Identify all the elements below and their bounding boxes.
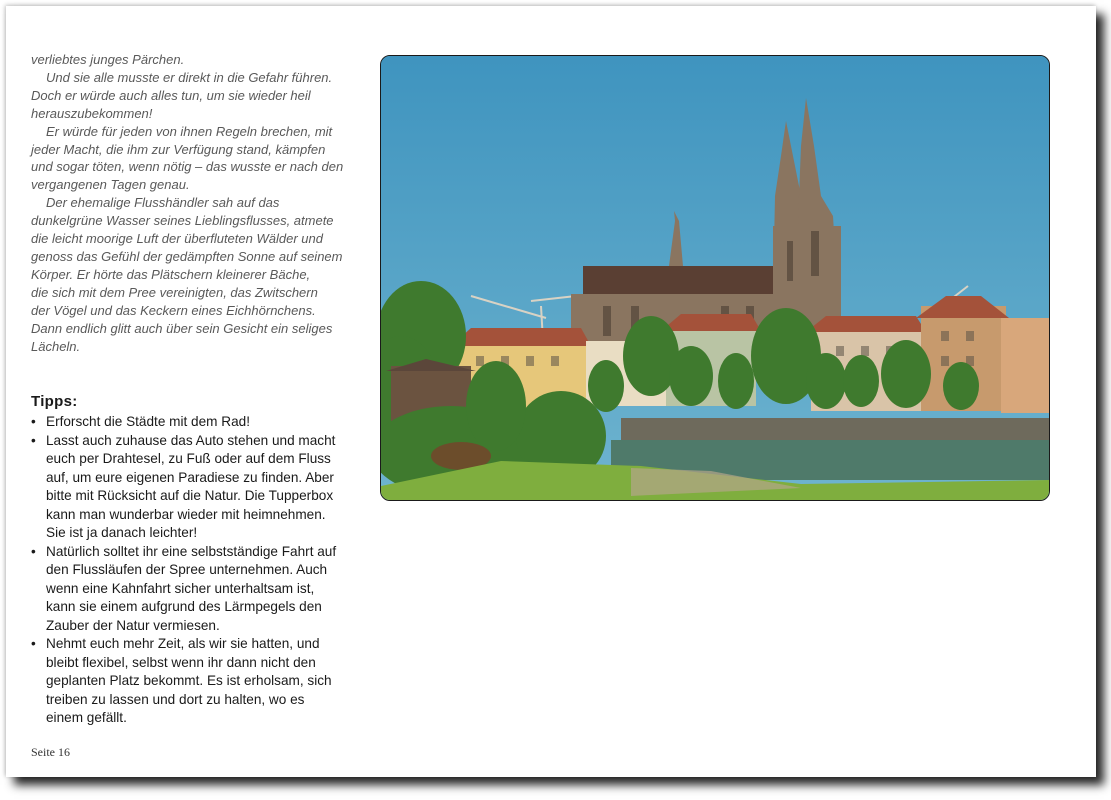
tip-line: Natürlich solltet ihr eine selbstständige Fahrt auf — [46, 543, 337, 559]
story-line: jeder Macht, die ihm zur Verfügung stand, kämpfen — [31, 141, 326, 157]
book-page — [6, 6, 1096, 777]
tips-heading: Tipps: — [31, 393, 78, 410]
bullet-icon: • — [31, 543, 36, 559]
story-line: Dann endlich glitt auch über sein Gesicht ein seliges — [31, 320, 333, 336]
story-line: der Vögel und das Keckern eines Eichhörnchens. — [31, 302, 316, 318]
tip-item — [31, 432, 361, 543]
tip-line: euch per Drahtesel, zu Fuß oder auf dem Fluss — [46, 451, 331, 466]
page-number: Seite 16 — [31, 745, 70, 759]
tip-line: Lasst auch zuhause das Auto stehen und macht — [46, 432, 336, 448]
story-line: dunkelgrüne Wasser seines Lieblingsflusses, atmete — [31, 213, 334, 229]
tip-line: bleibt flexibel, selbst wenn ihr dann nicht den — [46, 654, 316, 670]
story-line: herauszubekommen! — [31, 105, 153, 121]
story-line: Körper. Er hörte das Plätschern kleinerer Bäche, — [31, 266, 311, 282]
story-line: die sich mit dem Pree vereinigten, das Zwitschern — [31, 284, 318, 300]
story-text — [31, 51, 371, 355]
story-line: Der ehemalige Flusshändler sah auf das — [46, 195, 280, 211]
tip-line: bitte mit Rücksicht auf die Natur. Die Tupperbox — [46, 488, 334, 503]
tip-line: Sie ist ja danach leichter! — [46, 525, 198, 540]
tip-line: Zauber der Natur vermiesen. — [46, 617, 220, 633]
tip-line: Erforscht die Städte mit dem Rad! — [46, 414, 250, 429]
tip-item — [31, 543, 361, 636]
tip-line: auf, um eure eigenen Paradiese zu finden. Aber — [46, 469, 334, 485]
embankment — [621, 418, 1049, 440]
tip-line: einem gefällt. — [46, 710, 127, 725]
cathedral-photo — [380, 55, 1050, 501]
tip-item — [31, 413, 361, 432]
bullet-icon: • — [31, 414, 36, 429]
cathedral-roof — [583, 266, 788, 296]
tip-line: den Flussläufen der Spree unternehmen. Auch — [46, 562, 328, 577]
story-line: verliebtes junges Pärchen. — [31, 52, 185, 67]
story-line: Und sie alle musste er direkt in die Gefahr führen. — [46, 69, 333, 85]
story-line: Lächeln. — [31, 338, 81, 354]
tips-list — [31, 413, 361, 728]
tip-line: kann sie einem aufgrund des Lärmpegels den — [46, 599, 322, 614]
story-line: genoss das Gefühl der gedämpften Sonne auf seinem — [31, 248, 343, 264]
photo-illustration — [381, 56, 1049, 500]
tip-line: wenn eine Kahnfahrt sicher unterhaltsam ist, — [46, 580, 315, 596]
tip-line: treiben zu lassen und dort zu halten, wo es — [46, 691, 305, 707]
story-line: vergangenen Tagen genau. — [31, 177, 190, 193]
story-line: Er würde für jeden von ihnen Regeln brechen, mit — [46, 123, 333, 139]
tip-item — [31, 635, 361, 728]
tip-line: kann man wunderbar wieder mit heimnehmen. — [46, 506, 326, 522]
bullet-icon: • — [31, 636, 36, 651]
story-line: die leicht moorige Luft der überfluteten Wälder und — [31, 231, 323, 247]
bullet-icon: • — [31, 432, 36, 448]
tip-line: geplanten Platz bekommt. Es ist erholsam, sich — [46, 673, 332, 688]
story-line: Doch er würde auch alles tun, um sie wieder heil — [31, 87, 311, 103]
story-line: und sogar töten, wenn nötig – das wusste er nach den — [31, 159, 344, 175]
tip-line: Nehmt euch mehr Zeit, als wir sie hatten, und — [46, 636, 320, 651]
